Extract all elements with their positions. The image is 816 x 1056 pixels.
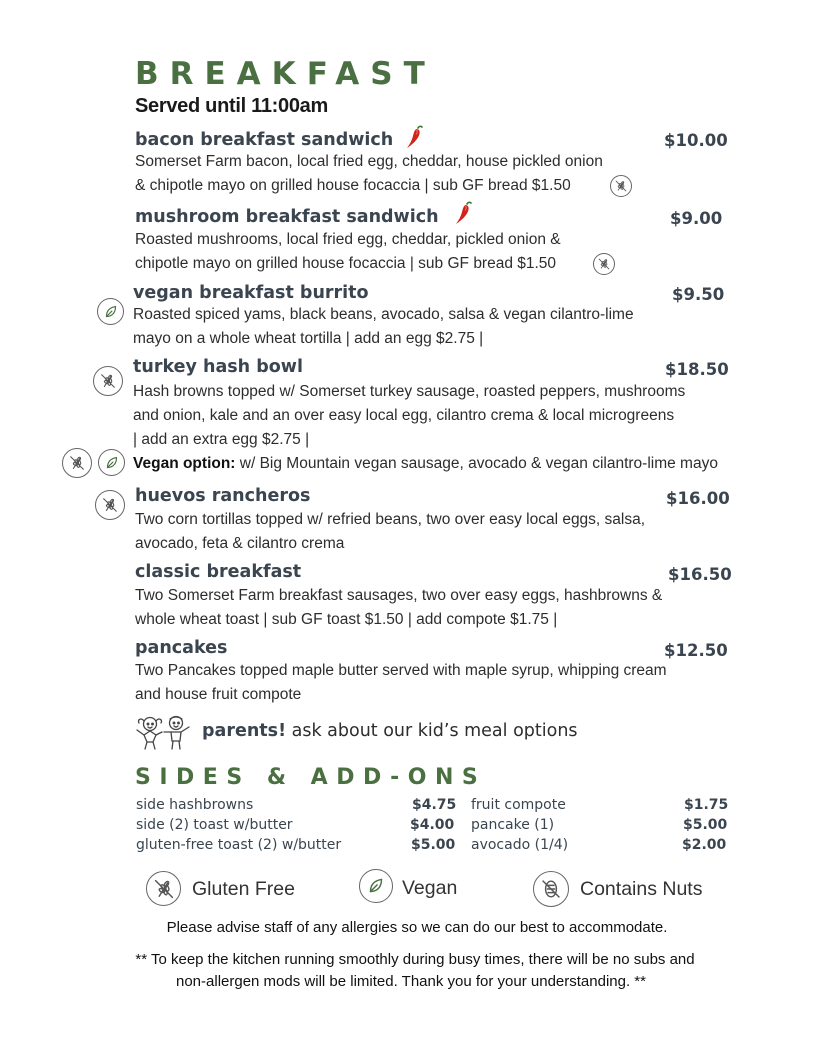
side-item-name: fruit compote [471,797,566,813]
side-item-price: $5.00 [411,837,456,853]
item-description-line: Roasted spiced yams, black beans, avocado, salsa & vegan cilantro-lime [133,306,634,323]
vegan-option-line [133,452,718,476]
item-description-line: Roasted mushrooms, local fried egg, cheddar, pickled onion & [135,231,561,248]
item-description-line: chipotle mayo on grilled house focaccia | sub GF bread $1.50 [135,255,557,272]
subs-notice-line: ** To keep the kitchen running smoothly during busy times, there will be no subs and [135,951,695,968]
item-name: bacon breakfast sandwich [135,130,394,150]
item-name: huevos rancheros [135,486,311,506]
legend-vegan: Vegan [402,877,458,899]
item-description-line: Hash browns topped w/ Somerset turkey sausage, roasted peppers, mushrooms [133,383,686,400]
side-item-price: $1.75 [684,797,729,813]
item-description-line: | add an extra egg $2.75 | [133,431,310,448]
chili-pepper-icon [454,200,474,226]
page-subtitle: Served until 11:00am [135,95,328,117]
allergy-notice: Please advise staff of any allergies so we can do our best to accommodate. [166,919,668,936]
side-item-price: $5.00 [683,817,728,833]
vegan-option-text: w/ Big Mountain vegan sausage, avocado & vegan cilantro-lime mayo [235,455,718,472]
item-description-line: Somerset Farm bacon, local fried egg, cheddar, house pickled onion [135,153,603,170]
item-description-line: mayo on a whole wheat tortilla | add an egg $2.75 | [133,330,484,347]
gluten-free-icon [95,490,125,520]
item-name: classic breakfast [135,562,302,582]
page-title: BREAKFAST [135,56,436,92]
gluten-free-icon [93,366,123,396]
item-name: vegan breakfast burrito [133,283,369,303]
vegan-option-label: Vegan option: [133,455,236,472]
gluten-free-icon [593,253,615,275]
kids-meal-note [202,721,578,741]
kids-meal-bold: parents! [202,721,287,741]
legend-gluten-free: Gluten Free [192,878,295,900]
sides-title: SIDES & ADD-ONS [135,765,487,790]
nut-icon [533,871,569,907]
subs-notice-line: non-allergen mods will be limited. Thank you for your understanding. ** [176,973,646,990]
legend-contains-nuts: Contains Nuts [580,878,703,900]
side-item-price: $4.75 [412,797,457,813]
item-description-line: and house fruit compote [135,686,302,703]
item-name: turkey hash bowl [133,357,303,377]
vegan-icon [98,449,125,476]
item-description-line: whole wheat toast | sub GF toast $1.50 | add compote $1.75 | [135,611,558,628]
vegan-icon [97,298,124,325]
gluten-free-icon [146,871,181,906]
side-item-name: side hashbrowns [136,797,254,813]
item-name: pancakes [135,638,228,658]
item-description-line: Two corn tortillas topped w/ refried beans, two over easy local eggs, salsa, [135,511,646,528]
item-description-line: and onion, kale and an over easy local egg, cilantro crema & local microgreens [133,407,675,424]
side-item-name: side (2) toast w/butter [136,817,293,833]
item-price: $12.50 [664,641,728,660]
item-price: $9.50 [672,285,725,304]
gluten-free-icon [610,175,632,197]
item-description-line: avocado, feta & cilantro crema [135,535,345,552]
item-name: mushroom breakfast sandwich [135,207,439,227]
item-price: $16.50 [668,565,732,584]
side-item-name: pancake (1) [471,817,555,833]
item-description-line: Two Somerset Farm breakfast sausages, two over easy eggs, hashbrowns & [135,587,663,604]
item-price: $10.00 [664,131,728,150]
item-price: $18.50 [665,360,729,379]
gluten-free-icon [62,448,92,478]
item-description-line: Two Pancakes topped maple butter served with maple syrup, whipping cream [135,662,667,679]
item-price: $16.00 [666,489,730,508]
side-item-price: $4.00 [410,817,455,833]
kids-icon [133,714,193,750]
side-item-name: avocado (1/4) [471,837,569,853]
kids-meal-text: ask about our kid’s meal options [286,721,578,741]
side-item-name: gluten-free toast (2) w/butter [136,837,342,853]
item-description-line: & chipotle mayo on grilled house focaccia | sub GF bread $1.50 [135,177,571,194]
side-item-price: $2.00 [682,837,727,853]
item-price: $9.00 [670,209,723,228]
vegan-icon [359,869,393,903]
chili-pepper-icon [405,124,425,150]
